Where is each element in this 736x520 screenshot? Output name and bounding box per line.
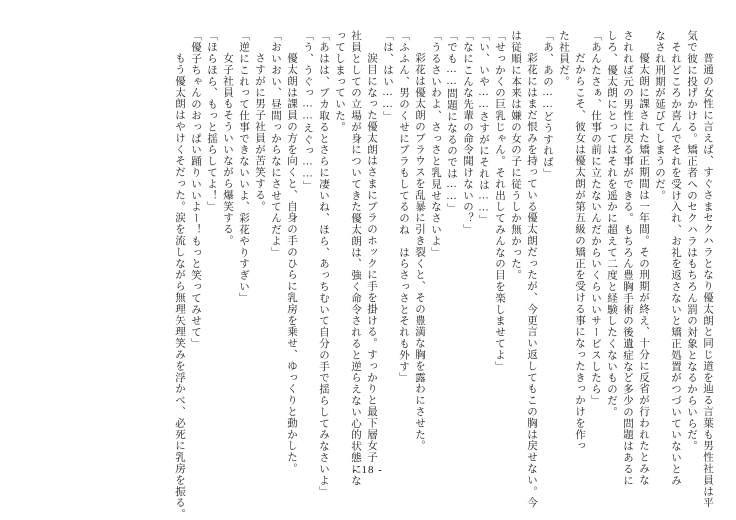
text-line: 「おいおい、昼間っからなにさせてんだよ」 [270,30,281,258]
text-line: 「い、いや……さすがにそれは……」 [478,30,489,226]
text-line: 「なにこんな先輩の命令聞けないの？」 [462,30,473,236]
text-line: 「あ、あの……どうすれば」 [542,30,553,180]
text-line: 「は、はい……」 [382,30,393,123]
text-line: 社員としての立場が身についてきた優太朗は、強く命令されると逆らえない心的状態にな [350,30,361,486]
text-line: 「う、うぐっ……えぐっ……」 [302,30,313,192]
text-line: それどころか喜んでそれを受け入れ、お礼を返さないと矯正処置がつづいていないとみ [670,30,681,486]
text-line: た社員だ。 [558,30,569,87]
text-line: 普通の女性に言えば、すぐさまセクハラとなり優太朗と同じ道を辿る言葉も男性社員は平 [702,41,713,509]
text-line: なされ刑期が延びてしまうのだ。 [654,30,665,201]
text-line: 「逆にこれって仕事できないいよ、彩花やりすぎい」 [238,30,249,304]
text-line: さすがに男子社員が苦笑する。 [254,41,265,212]
text-line: もう優太朗はやけくそだった。涙を流しながら無理矢理笑みを浮かべ、必死に乳房を振る。 [174,41,185,520]
text-line: 優太朗は課員の方を向くと、自身の手のひらに乳房を乗せ、ゆっくりと動かした。 [286,41,297,475]
text-line: 女子社員もそういいながら爆笑する。 [222,41,233,247]
text-line: は従順に本来は嫌の女の子に従うしか無かった。 [510,30,521,281]
text-line: 彩花にはまだ恨みを持っている優太朗だったが、今更言い返してもこの胸は戻せない。今 [526,41,537,509]
text-line: 「優子ちゃんのおっぱい踊りいいよー！もっと笑ってみせて」 [190,30,201,350]
text-line: 優太朗に課された矯正期間は一年間。その刑期が終え、十分に反省が行われたとみな [638,41,649,486]
text-line: 涙目になった優太朗はさまにブラのホックに手を掛ける。すっかりと最下層女子 [366,41,377,463]
text-line: されれば元の男性に戻る事ができる。もちろん豊胸手術の後遺症など多少の問題はあるに [622,30,633,486]
text-line: 「でも……問題になるのでは……」 [446,30,457,215]
text-line: ってしまっていた。 [334,30,345,133]
page-number: - 18 - [353,464,383,476]
text-line: 気で彼に投げかける。矯正者へのセクハラはもちろん罰の対象となるからいらだ。 [686,30,697,452]
text-line: だからこそ、彼女は優太朗が第五級の矯正を受ける事になったきっかけを作っ [574,41,585,452]
text-line: 「うるさいわよ、さっさと乳見せなさいよ」 [430,30,441,258]
text-line: 「あはは、ブカ取るとさらに凄いね、ほら、あっちむいて自分の手で揺らしてみなさいよ」 [318,30,329,498]
text-line: 「ふふん、男のくせにブラもしてるのね はらさっさとそれも外す」 [398,30,409,384]
text-line: 「せっかくの巨乳じゃん。それ出してみんなの目を楽しませてよ」 [494,30,505,372]
text-line: 「あんたさぁ、仕事の前に立たないんだからいくらいいサービスしたら」 [590,30,601,407]
text-line: 「ほらほら、もっと揺らしてよ！」 [206,30,217,213]
text-line: 彩花は優太朗のブラウスを乱暴に引き裂くと、その豊満な胸を露わにさせた。 [414,41,425,452]
text-line: しろ、優太朗にとってはそれを遥かに超えて二度と経験したくないものだ。 [606,30,617,418]
